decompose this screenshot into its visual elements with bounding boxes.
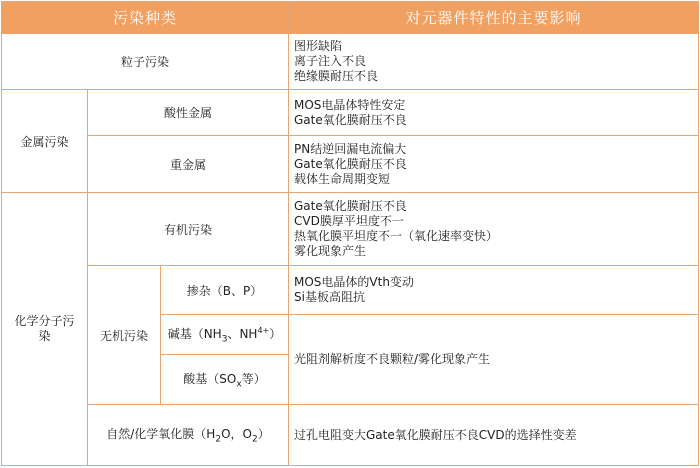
header-row: [2, 2, 699, 34]
acid-metal-effect: MOS电晶体特性安定: [294, 97, 406, 112]
base-label-sup: 4+: [257, 325, 270, 335]
heavy-metal-effects: [289, 136, 699, 193]
row-heavy-metal: [2, 136, 699, 193]
organic-effect: Gate氧化膜耐压不良: [294, 199, 407, 213]
acid-metal-label: 酸性金属: [88, 90, 289, 136]
native-oxide-label-mid: O，O: [221, 427, 252, 442]
chem-label: [2, 193, 88, 466]
acid-metal-effect: Gate氧化膜耐压不良: [294, 112, 407, 127]
metal-label: 金属污染: [2, 90, 88, 193]
particle-label: 粒子污染: [2, 34, 289, 90]
acid-base-label: [161, 355, 289, 405]
base-label-prefix: 碱基（NH: [167, 326, 222, 341]
row-native-oxide: [2, 405, 699, 466]
dopant-effect: MOS电晶体的Vth变动: [294, 275, 414, 289]
particle-effect: 绝缘膜耐压不良: [294, 69, 379, 83]
inorganic-label: 无机污染: [88, 266, 161, 405]
acid-base-label-sub: x: [236, 379, 242, 390]
chem-label-line2: 染: [38, 329, 51, 343]
acid-base-label-prefix: 酸基（SO: [183, 371, 237, 386]
particle-effect: 离子注入不良: [294, 54, 367, 68]
header-main-effects: 对元器件特性的主要影响: [289, 2, 699, 34]
organic-effect: 热氧化膜平坦度不一（氧化速率变快）: [294, 229, 499, 243]
base-label-sub: 3: [221, 334, 228, 345]
heavy-metal-effect: 载体生命周期变短: [294, 171, 391, 186]
dopant-label: 掺杂（B、P）: [161, 266, 289, 315]
organic-effect: CVD膜厚平坦度不一: [294, 214, 404, 228]
base-label-suffix: ）: [269, 326, 282, 341]
native-oxide-label: [88, 405, 289, 466]
native-oxide-label-prefix: 自然/化学氧化膜（H: [106, 427, 216, 442]
base-label: [161, 315, 289, 355]
shared-inorganic-effect: 光阻剂解析度不良颗粒/雾化现象产生: [289, 315, 699, 405]
row-dopant: [2, 266, 699, 315]
chem-label-line1: 化学分子污: [14, 314, 75, 328]
acid-base-label-suffix: 等）: [241, 371, 266, 386]
header-pollution-type: 污染种类: [2, 2, 289, 34]
native-oxide-effect: 过孔电阻变大Gate氧化膜耐压不良CVD的选择性变差: [289, 405, 699, 466]
organic-effect: 雾化现象产生: [294, 244, 367, 258]
heavy-metal-effect: PN结逆回漏电流偏大: [294, 141, 407, 156]
particle-effects: [289, 34, 699, 90]
heavy-metal-label: 重金属: [88, 136, 289, 193]
acid-metal-effects: [289, 90, 699, 136]
heavy-metal-effect: Gate氧化膜耐压不良: [294, 156, 407, 171]
native-oxide-label-suffix: ）: [257, 427, 270, 442]
native-oxide-label-sub2: 2: [251, 434, 258, 445]
particle-effect: 图形缺陷: [294, 39, 343, 53]
dopant-effect: Si基板高阻抗: [294, 290, 365, 304]
native-oxide-label-sub1: 2: [215, 434, 222, 445]
row-acid-metal: [2, 90, 699, 136]
row-particle: [2, 34, 699, 90]
pollution-effects-table: [1, 1, 699, 466]
organic-label: 有机污染: [88, 193, 289, 266]
row-organic: [2, 193, 699, 266]
dopant-effects: [289, 266, 699, 315]
base-label-mid: 、NH: [227, 326, 258, 341]
organic-effects: [289, 193, 699, 266]
